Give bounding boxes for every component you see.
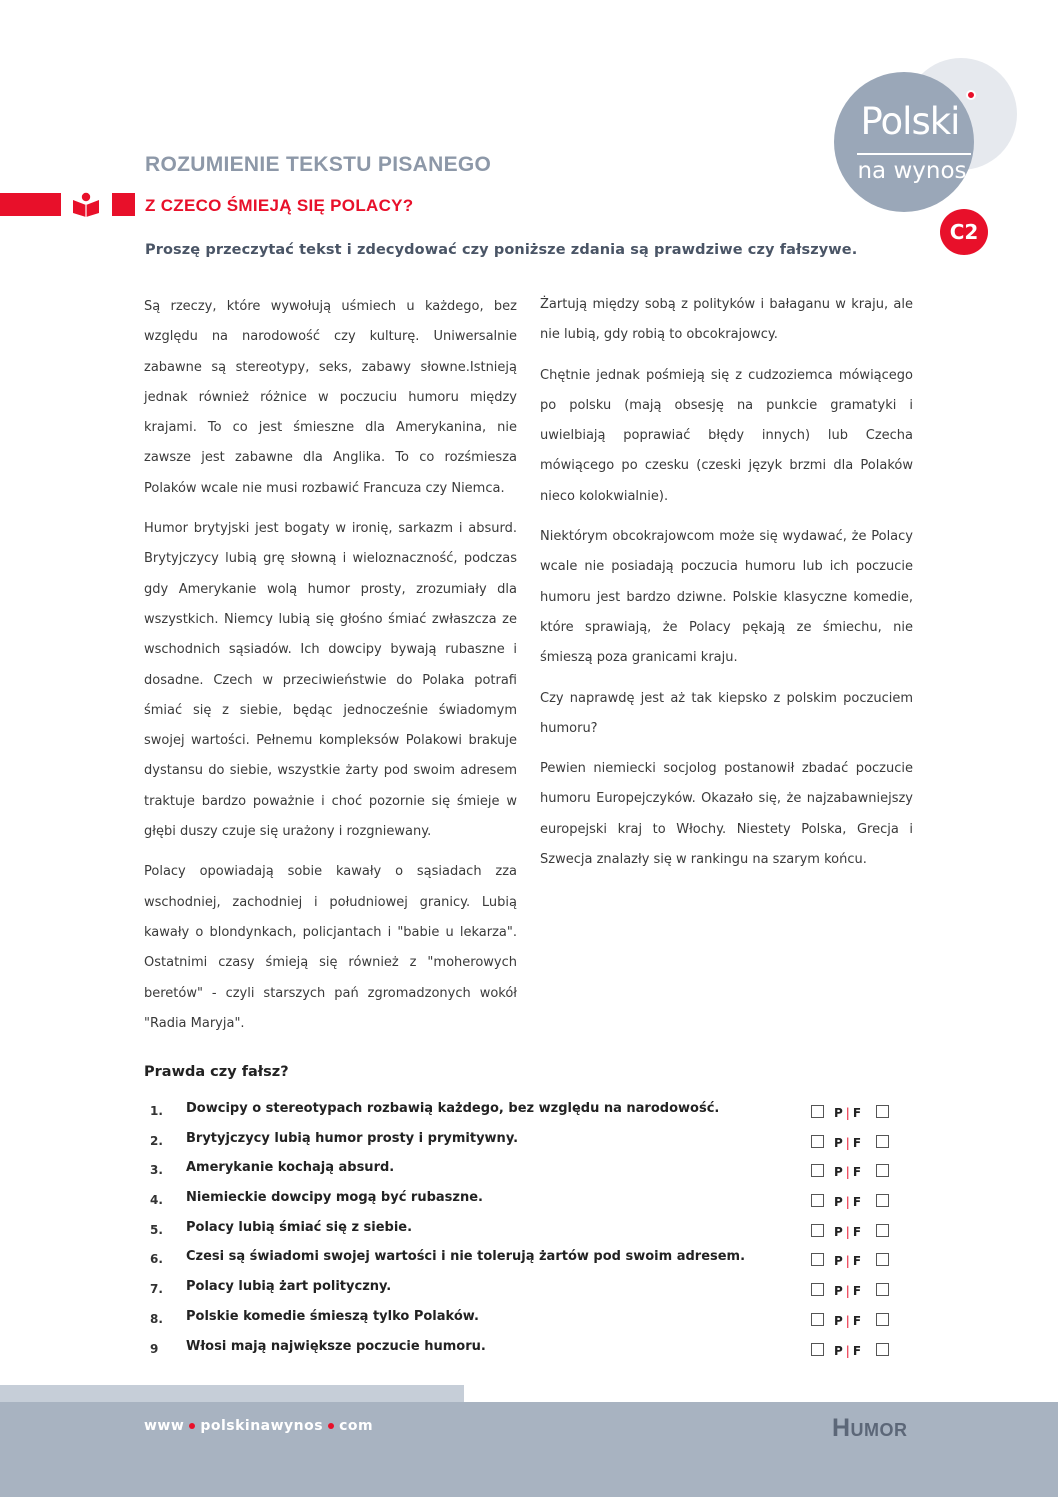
true-label: P: [834, 1254, 843, 1269]
question-number: 7.: [150, 1282, 163, 1297]
accent-bar-left: [0, 193, 61, 216]
dot-icon: [189, 1423, 195, 1429]
false-checkbox[interactable]: [876, 1164, 889, 1177]
question-number: 1.: [150, 1104, 163, 1118]
true-label: P: [834, 1284, 843, 1299]
question-text: Brytyjczycy lubią humor prosty i prymitywny.: [186, 1130, 519, 1146]
question-number: 3.: [150, 1163, 163, 1178]
separator: |: [845, 1343, 850, 1358]
accent-bar-right: [112, 193, 135, 216]
true-false-labels: [834, 1284, 861, 1298]
question-text: Amerykanie kochają absurd.: [186, 1160, 395, 1176]
article-paragraph: Chętnie jednak pośmieją się z cudzoziemca mówiącego po polsku (mają obsesję na punkcie gramatyki i uwielbiają poprawiać błędy innych) lub Czecha mówiącego po czesku (czeski język brzmi dla Polaków nieco kolokwialnie).: [540, 367, 913, 504]
true-false-labels: [834, 1195, 861, 1209]
logo-dot-icon: [966, 90, 976, 100]
question-row: [150, 1276, 900, 1306]
true-label: P: [834, 1313, 843, 1328]
false-checkbox[interactable]: [876, 1194, 889, 1207]
question-text: Czesi są świadomi swojej wartości i nie tolerują żartów pod swoim adresem.: [186, 1249, 746, 1265]
true-checkbox[interactable]: [811, 1343, 824, 1356]
separator: |: [845, 1135, 850, 1150]
false-label: F: [852, 1284, 862, 1299]
article-paragraph: Żartują między sobą z polityków i bałaganu w kraju, ale nie lubią, gdy robią to obcokrajowcy.: [540, 297, 913, 343]
false-label: F: [852, 1106, 862, 1120]
level-badge: C2: [940, 209, 988, 255]
article-column-right: [540, 290, 913, 885]
article-title: Z CZECO ŚMIEJĄ SIĘ POLACY?: [145, 196, 414, 215]
true-checkbox[interactable]: [811, 1283, 824, 1296]
article-paragraph: Polacy opowiadają sobie kawały o sąsiadach zza wschodniej, zachodniej i południowej granicy. Lubią kawały o blondynkach, policjantach i "babie u lekarza". Ostatnimi czasy śmieją się również z "moherowych beretów" - czyli starszych pań zgromadzonych wokół "Radia Maryja".: [144, 864, 517, 1031]
question-row: [150, 1128, 900, 1158]
true-false-labels: [834, 1344, 861, 1358]
instruction: Proszę przeczytać tekst i zdecydować czy poniższe zdania są prawdziwe czy fałszywe.: [145, 242, 858, 258]
true-checkbox[interactable]: [811, 1224, 824, 1237]
footer-topic: Humor: [832, 1414, 908, 1442]
true-false-labels: [834, 1225, 861, 1239]
footer-url-part: com: [339, 1418, 374, 1434]
question-text: Polacy lubią żart polityczny.: [186, 1279, 392, 1295]
true-label: P: [834, 1165, 843, 1180]
false-label: F: [852, 1135, 862, 1150]
article-paragraph: Czy naprawdę jest aż tak kiepsko z polskim poczuciem humoru?: [540, 690, 913, 736]
question-number: 2.: [150, 1133, 163, 1148]
true-label: P: [834, 1135, 843, 1150]
false-label: F: [852, 1195, 862, 1210]
true-label: P: [834, 1224, 843, 1239]
true-label: P: [834, 1106, 843, 1120]
question-row: [150, 1217, 900, 1247]
true-checkbox[interactable]: [811, 1313, 824, 1326]
article-paragraph: Humor brytyjski jest bogaty w ironię, sarkazm i absurd. Brytyjczycy lubią grę słowną i wieloznaczność, podczas gdy Amerykanie wolą humor prosty, zrozumiały dla wszystkich. Niemcy lubią się głośno śmiać zwłaszcza ze wschodnich sąsiadów. Ich dowcipy bywają rubaszne i dosadne. Czech w przeciwieństwie do Polaka potrafi śmiać się z siebie, będąc jednocześnie świadomym swojej wartości. Pełnemu kompleksów Polakowi brakuje dystansu do siebie, wszystkie żarty pod swoim adresem traktuje bardzo poważnie i choć pozornie się śmieje w głębi duszy czuje się urażony i rozgniewany.: [144, 521, 517, 840]
question-row: [150, 1098, 900, 1128]
true-checkbox[interactable]: [811, 1105, 824, 1118]
true-checkbox[interactable]: [811, 1164, 824, 1177]
article-column-left: [144, 292, 517, 1049]
separator: |: [845, 1254, 850, 1269]
question-list: [150, 1098, 900, 1365]
true-false-labels: [834, 1136, 861, 1150]
dot-icon: [328, 1423, 334, 1429]
separator: |: [845, 1106, 850, 1120]
false-checkbox[interactable]: [876, 1283, 889, 1296]
separator: |: [845, 1284, 850, 1299]
false-label: F: [852, 1224, 862, 1239]
logo-divider: [857, 153, 971, 155]
question-text: Dowcipy o stereotypach rozbawią każdego, bez względu na narodowość.: [186, 1101, 720, 1116]
question-number: 6.: [150, 1252, 163, 1267]
question-text: Polacy lubią śmiać się z siebie.: [186, 1219, 413, 1235]
false-checkbox[interactable]: [876, 1343, 889, 1356]
question-number: 9: [150, 1341, 159, 1356]
true-false-labels: [834, 1106, 861, 1120]
false-checkbox[interactable]: [876, 1105, 889, 1118]
true-checkbox[interactable]: [811, 1194, 824, 1207]
separator: |: [845, 1224, 850, 1239]
shopping-bag-icon: [72, 192, 100, 217]
separator: |: [845, 1165, 850, 1180]
true-false-labels: [834, 1254, 861, 1268]
false-label: F: [852, 1165, 862, 1180]
question-number: 8.: [150, 1311, 163, 1326]
article-paragraph: Są rzeczy, które wywołują uśmiech u każdego, bez względu na narodowość czy kulturę. Uniwersalnie zabawne są stereotypy, seks, zabawy słowne.Istnieją jednak również różnice w poczuciu humoru między krajami. To co jest śmieszne dla Amerykanina, nie zawsze jest zabawne dla Anglika. To co rozśmiesza Polaków wcale nie musi rozbawić Francuza czy Niemca.: [144, 299, 517, 496]
true-checkbox[interactable]: [811, 1135, 824, 1148]
true-false-labels: [834, 1314, 861, 1328]
article-paragraph: Pewien niemiecki socjolog postanowił zbadać poczucie humoru Europejczyków. Okazało się, że najzabawniejszy europejski kraj to Włochy. Niestety Polska, Grecja i Szwecja znalazły się w rankingu na szarym końcu.: [540, 761, 913, 868]
question-number: 4.: [150, 1193, 163, 1208]
question-text: Włosi mają największe poczucie humoru.: [186, 1338, 486, 1354]
quiz-title: Prawda czy fałsz?: [144, 1064, 289, 1080]
question-text: Niemieckie dowcipy mogą być rubaszne.: [186, 1190, 483, 1206]
true-label: P: [834, 1343, 843, 1358]
section-heading: ROZUMIENIE TEKSTU PISANEGO: [145, 153, 492, 176]
true-label: P: [834, 1195, 843, 1210]
question-row: [150, 1306, 900, 1336]
question-row: [150, 1187, 900, 1217]
footer-url[interactable]: [144, 1418, 373, 1434]
separator: |: [845, 1195, 850, 1210]
separator: |: [845, 1313, 850, 1328]
footer-accent-bar: [0, 1385, 464, 1402]
false-label: F: [852, 1313, 862, 1328]
logo-subtitle: na wynos: [857, 158, 967, 184]
question-row: [150, 1336, 900, 1366]
article-paragraph: Niektórym obcokrajowcom może się wydawać, że Polacy wcale nie posiadają poczucia humoru lub ich poczucie humoru jest bardzo dziwne. Polskie klasyczne komedie, które sprawiają, że Polacy pękają ze śmiechu, nie śmieszą poza granicami kraju.: [540, 529, 913, 666]
true-checkbox[interactable]: [811, 1253, 824, 1266]
question-number: 5.: [150, 1222, 163, 1237]
question-row: [150, 1157, 900, 1187]
true-false-labels: [834, 1165, 861, 1179]
false-checkbox[interactable]: [876, 1253, 889, 1266]
false-checkbox[interactable]: [876, 1135, 889, 1148]
question-row: [150, 1246, 900, 1276]
logo-brand: Polski: [860, 100, 960, 143]
question-text: Polskie komedie śmieszą tylko Polaków.: [186, 1308, 479, 1324]
false-label: F: [852, 1343, 862, 1358]
false-checkbox[interactable]: [876, 1224, 889, 1237]
footer-url-part: polskinawynos: [200, 1418, 324, 1434]
false-checkbox[interactable]: [876, 1313, 889, 1326]
false-label: F: [852, 1254, 862, 1269]
footer-url-part: www: [144, 1418, 185, 1434]
